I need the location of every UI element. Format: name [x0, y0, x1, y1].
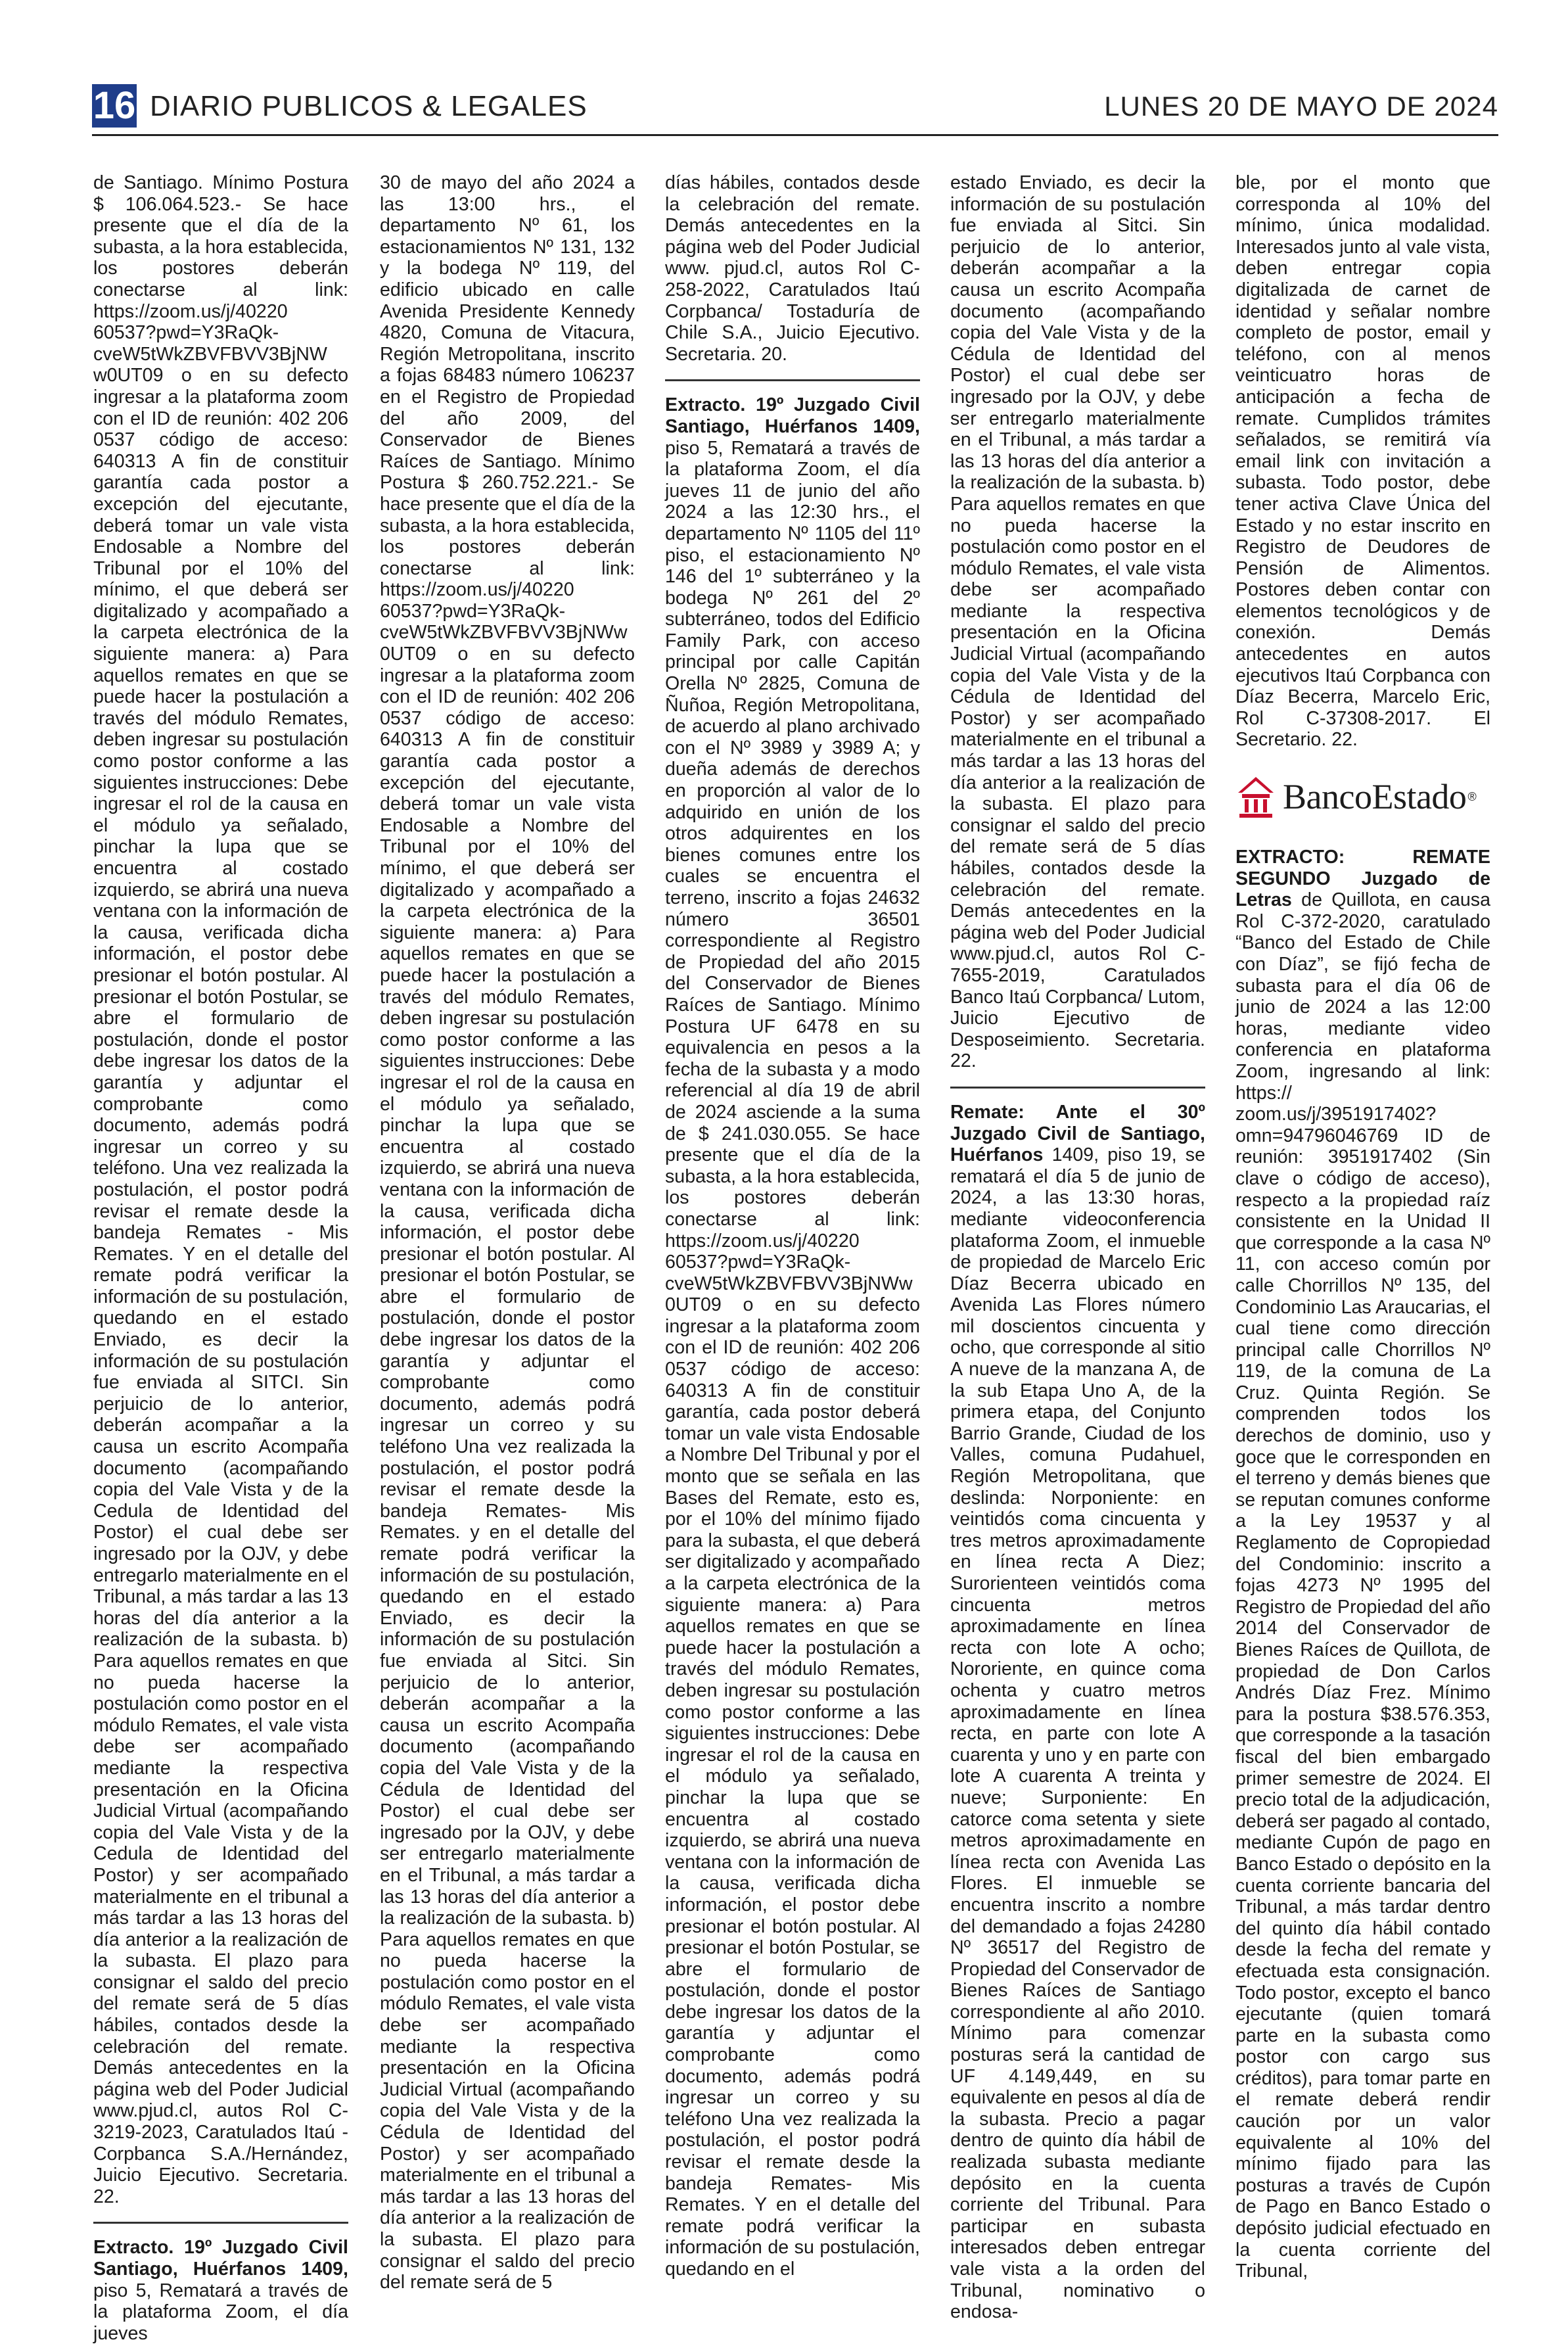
notice-body: de Quillota, en causa Rol C-372-2020, caratulado “Banco del Estado de Chile con Díaz”, se fijó fecha de subasta para el día 06 de junio de 2024 a las 12:00 horas, mediante video conferencia en plataforma Zoom, ingresando al link: https:// zoom.us/j/3951917402?omn=94796046769 ID de reunión: 3951917402 (Sin clave o código de acceso), respecto a la propiedad raíz consistente en la Unidad II que corresponde a la casa Nº 11, con acceso común por calle Chorrillos Nº 135, del Condominio Las Araucarias, el cual tiene como dirección principal calle Chorrillos Nº 119, de la comuna de La Cruz. Quinta Región. Se comprenden todos los derechos de dominio, uso y goce que le corresponden en el terreno y demás bienes que se reputan comunes conforme a la Ley 19537 y al Reglamento de Copropiedad del Condominio: inscrito a fojas 4273 Nº 1995 del Registro de Propiedad del año 2014 del Conservador de Bienes Raíces de Quillota, de propiedad de Don Carlos Andrés Díaz Frez. Mínimo para la postura $38.576.353, que corresponde a la tasación fiscal del bien embargado primer semestre de 2024. El precio total de la adjudicación, deberá ser pagado al contado, mediante Cupón de pago en Banco Estado o depósito en la cuenta corriente bancaria del Tribunal, a más tardar dentro del quinto día hábil contado desde la fecha del remate y efectuada esta consignación. Todo postor, excepto el banco ejecutante (quien tomará parte en la subasta como postor con cargo sus créditos), para tomar parte en el remate deberá rendir caución por un valor equivalente al 10% del mínimo fijado para las posturas a través de Cupón de Pago en Banco Estado o depósito judicial efectuado en la cuenta corriente del Tribunal, [1235, 889, 1490, 2282]
notice-body: piso 5, Rematará a través de la plataforma Zoom, el día jueves 11 de junio del año 2024 a las 12:30 hrs., el departamento Nº 1105 del 11º piso, el estacionamiento Nº 146 del 1º subterráneo y la bodega Nº 261 del 2º subterráneo, todos del Edificio Family Park, con acceso principal por calle Capitán Orella Nº 2825, Comuna de Ñuñoa, Región Metropolitana, de acuerdo al plano archivado con el Nº 3989 y 3989 A; y dueña además de derechos en proporción al valor de lo adquirido en unión de los otros adquirentes en los bienes comunes entre los cuales se encuentra el terreno, inscrito a fojas 24632 número 36501 correspondiente al Registro de Propiedad del año 2015 del Conservador de Bienes Raíces de Santiago. Mínimo Postura UF 6478 en su equivalencia en pesos a la fecha de la subasta y a modo referencial al día 19 de abril de 2024 asciende a la suma de $ 241.030.055. Se hace presente que el día de la subasta, a la hora establecida, los postores deberán conectarse al link: https://zoom.us/j/40220 60537?pwd=Y3RaQk-cveW5tWkZBVFBVV3BjNWw 0UT09 o en su defecto ingresar a la plataforma zoom con el ID de reunión: 402 206 0537 código de acceso: 640313 A fin de constituir garantía, cada postor deberá tomar un vale vista Endosable a Nombre Del Tribunal y por el monto que se señala en las Bases del Remate, esto es, por el 10% del mínimo fijado para la subasta, el que deberá ser digitalizado y acompañado a la carpeta electrónica de la siguiente manera: a) Para aquellos remates en que se puede hacer la postulación a través del módulo Remates, deben ingresar su postulación como postor conforme a las siguientes instrucciones: Debe ingresar el rol de la causa en el módulo ya señalado, pinchar la lupa que se encuentra al costado izquierdo, se abrirá una nueva ventana con la información de la causa, verificada dicha información, el postor debe presionar el botón postular. Al presionar el botón Postular, se abre el formulario de postulación, donde el postor debe ingresar los datos de la garantía y adjuntar el comprobante como documento, además podrá ingresar un correo y su teléfono Una vez realizada la postulación, el postor podrá revisar el remate desde la bandeja Remates- Mis Remates. Y en el detalle del remate podrá verificar la información de su postulación, quedando en el [665, 437, 920, 2280]
notice-text [1235, 847, 1490, 2282]
publication-date: LUNES 20 DE MAYO DE 2024 [1104, 91, 1498, 122]
notice-text [665, 394, 920, 2280]
header-divider [92, 134, 1498, 136]
notice-divider [93, 2222, 348, 2224]
page-number: 16 [93, 84, 136, 127]
logo-wordmark: BancoEstado [1283, 776, 1467, 816]
page-header [92, 84, 1498, 131]
notice-heading: Extracto. 19º Juzgado Civil Santiago, Huérfanos 1409, [665, 394, 920, 437]
column-3 [665, 172, 920, 2280]
notice-text: estado Enviado, es decir la información de su postulación fue enviada al Sitci. Sin perjuicio de lo anterior, deberán acompañar a la causa un escrito Acompaña documento (acompañando copia del Vale Vista y de la Cédula de Identidad del Postor) el cual debe ser ingresado por la OJV, y debe ser entregarlo materialmente en el Tribunal, a más tardar a las 13 horas del día anterior a la realización de la subasta. b) Para aquellos remates en que no pueda hacerse la postulación como postor en el módulo Remates, el vale vista debe ser acompañado mediante la respectiva presentación en la Oficina Judicial Virtual (acompañando copia del Vale Vista y de la Cédula de Identidad del Postor) y ser acompañado materialmente en el tribunal a más tardar a las 13 horas del día anterior a la realización de la subasta. El plazo para consignar el saldo del precio del remate será de 5 días hábiles, contados desde la celebración del remate. Demás antecedentes en la página web del Poder Judicial www.pjud.cl, autos Rol C-7655-2019, Caratulados Banco Itaú Corpbanca/ Lutom, Juicio Ejecutivo de Desposeimiento. Secretaria. 22. [950, 172, 1205, 1072]
column-2 [380, 172, 635, 2293]
notice-heading: EXTRACTO: REMATE SEGUNDO Juzgado de Letras [1235, 847, 1490, 911]
notice-text [93, 2237, 348, 2344]
notice-text [950, 1102, 1205, 2323]
notice-body: 1409, piso 19, se rematará el día 5 de junio de 2024, a las 13:30 horas, mediante videoconferencia plataforma Zoom, el inmueble de propiedad de Marcelo Eric Díaz Becerra ubicado en Avenida Las Flores número mil doscientos cincuenta y ocho, que corresponde al sitio A nueve de la manzana A, de la sub Etapa Uno A, de la primera etapa, del Conjunto Barrio Grande, Ciudad de los Valles, comuna Pudahuel, Región Metropolitana, que deslinda: Norponiente: en veintidós coma cincuenta y tres metros aproximadamente en línea recta A Diez; Surorienteen veintidós coma cincuenta metros aproximadamente en línea recta con lote A ocho; Nororiente, en quince coma ochenta y cuatro metros aproximadamente en línea recta, en parte con lote A cuarenta y uno y en parte con lote A cuarenta A treinta y nueve; Surponiente: En catorce coma setenta y siete metros aproximadamente en línea recta con Avenida Las Flores. El inmueble se encuentra inscrito a nombre del demandado a fojas 24280 Nº 36517 del Registro de Propiedad del Conservador de Bienes Raíces de Santiago correspondiente al año 2010. Mínimo para comenzar posturas será la cantidad de UF 4.149,449, en su equivalente en pesos al día de la subasta. Precio a pagar dentro de quinto día hábil de realizada subasta mediante depósito en la cuenta corriente del Tribunal. Para participar en subasta interesados deben entregar vale vista a la orden del Tribunal, nominativo o endosa- [950, 1144, 1205, 2323]
column-5 [1235, 172, 1490, 2282]
bancoestado-logo [1235, 764, 1490, 830]
bancoestado-mark-icon [1235, 773, 1276, 820]
notice-heading: Extracto. 19º Juzgado Civil Santiago, Huérfanos 1409, [93, 2237, 348, 2280]
notice-text: días hábiles, contados desde la celebración del remate. Demás antecedentes en la página web del Poder Judicial www. pjud.cl, autos Rol C-258-2022, Caratulados Itaú Corpbanca/ Tostaduría de Chile S.A., Juicio Ejecutivo. Secretaria. 20. [665, 172, 920, 365]
notice-heading: Remate: Ante el 30º Juzgado Civil de Santiago, Huérfanos [950, 1101, 1205, 1166]
publication-title: DIARIO PUBLICOS & LEGALES [150, 90, 588, 122]
notice-divider [950, 1087, 1205, 1089]
notice-divider [665, 379, 920, 381]
notice-text: de Santiago. Mínimo Postura $ 106.064.523.- Se hace presente que el día de la subasta, a la hora establecida, los postores deberán conectarse al link: https://zoom.us/j/40220 60537?pwd=Y3RaQk-cveW5tWkZBVFBVV3BjNW w0UT09 o en su defecto ingresar a la plataforma zoom con el ID de reunión: 402 206 0537 código de acceso: 640313 A fin de constituir garantía cada postor a excepción del ejecutante, deberá tomar un vale vista Endosable a Nombre del Tribunal por el 10% del mínimo, el que deberá ser digitalizado y acompañado a la carpeta electrónica de la siguiente manera: a) Para aquellos remates en que se puede hacer la postulación a través del módulo Remates, deben ingresar su postulación como postor conforme a las siguientes instrucciones: Debe ingresar el rol de la causa en el módulo ya señalado, pinchar la lupa que se encuentra al costado izquierdo, se abrirá una nueva ventana con la información de la causa, verificada dicha información, el postor debe presionar el botón postular. Al presionar el botón Postular, se abre el formulario de postulación, donde el postor debe ingresar los datos de la garantía y adjuntar el comprobante como documento, además podrá ingresar un correo y su teléfono. Una vez realizada la postulación, el postor podrá revisar el remate desde la bandeja Remates - Mis Remates. Y en el detalle del remate podrá verificar la información de su postulación, quedando en el estado Enviado, es decir la información de su postulación fue enviada al SITCI. Sin perjuicio de lo anterior, deberán acompañar a la causa un escrito Acompaña documento (acompañando copia del Vale Vista y de la Cedula de Identidad del Postor) el cual debe ser ingresado por la OJV, y debe entregarlo materialmente en el Tribunal, a más tardar a las 13 horas del día anterior a la realización de la subasta. b) Para aquellos remates en que no pueda hacerse la postulación como postor en el módulo Remates, el vale vista debe ser acompañado mediante la respectiva presentación en la Oficina Judicial Virtual (acompañando copia del Vale Vista y de la Cedula de Identidad del Postor) y ser acompañado materialmente en el tribunal a más tardar a las 13 horas del día anterior a la realización de la subasta. El plazo para consignar el saldo del precio del remate será de 5 días hábiles, contados desde la celebración del remate. Demás antecedentes en la página web del Poder Judicial www.pjud.cl, autos Rol C-3219-2023, Caratulados Itaú - Corpbanca S.A./Hernández, Juicio Ejecutivo. Secretaria. 22. [93, 172, 348, 2207]
notice-text: 30 de mayo del año 2024 a las 13:00 hrs., el departamento Nº 61, los estacionamientos Nº 131, 132 y la bodega Nº 119, del edificio ubicado en calle Avenida Presidente Kennedy 4820, Comuna de Vitacura, Región Metropolitana, inscrito a fojas 68483 número 106237 en el Registro de Propiedad del año 2009, del Conservador de Bienes Raíces de Santiago. Mínimo Postura $ 260.752.221.- Se hace presente que el día de la subasta, a la hora establecida, los postores deberán conectarse al link: https://zoom.us/j/40220 60537?pwd=Y3RaQk-cveW5tWkZBVFBVV3BjNWw 0UT09 o en su defecto ingresar a la plataforma zoom con el ID de reunión: 402 206 0537 código de acceso: 640313 A fin de constituir garantía cada postor a excepción del ejecutante, deberá tomar un vale vista Endosable a Nombre del Tribunal por el 10% del mínimo, el que deberá ser digitalizado y acompañado a la carpeta electrónica de la siguiente manera: a) Para aquellos remates en que se puede hacer la postulación a través del módulo Remates, deben ingresar su postulación como postor conforme a las siguientes instrucciones: Debe ingresar el rol de la causa en el módulo ya señalado, pinchar la lupa que se encuentra al costado izquierdo, se abrirá una nueva ventana con la información de la causa, verificada dicha información, el postor debe presionar el botón postular. Al presionar el botón Postular, se abre el formulario de postulación, donde el postor debe ingresar los datos de la garantía y adjuntar el comprobante como documento, además podrá ingresar un correo y su teléfono Una vez realizada la postulación, el postor podrá revisar el remate desde la bandeja Remates- Mis Remates. y en el detalle del remate podrá verificar la información de su postulación, quedando en el estado Enviado, es decir la información de su postulación fue enviada al Sitci. Sin perjuicio de lo anterior, deberán acompañar a la causa un escrito Acompaña documento (acompañando copia del Vale Vista y de la Cédula de Identidad del Postor) el cual debe ser ingresado por la OJV, y debe ser entregarlo materialmente en el Tribunal, a más tardar a las 13 horas del día anterior a la realización de la subasta. b) Para aquellos remates en que no pueda hacerse la postulación como postor en el módulo Remates, el vale vista debe ser acompañado mediante la respectiva presentación en la Oficina Judicial Virtual (acompañando copia del Vale Vista y de la Cédula de Identidad del Postor) y ser acompañado materialmente en el tribunal a más tardar a las 13 horas del día anterior a la realización de la subasta. El plazo para consignar el saldo del precio del remate será de 5 [380, 172, 635, 2293]
notice-body: piso 5, Rematará a través de la plataforma Zoom, el día jueves [93, 2280, 348, 2344]
column-4 [950, 172, 1205, 2323]
notice-text: ble, por el monto que corresponda al 10% del mínimo, única modalidad. Interesados junto al vale vista, deben entregar copia digitalizada de carnet de identidad y señalar nombre completo de postor, email y teléfono, con al menos veinticuatro horas de anticipación a fecha de remate. Cumplidos trámites señalados, se remitirá vía email link con invitación a subasta. Todo postor, debe tener activa Clave Única del Estado y no estar inscrito en Registro de Deudores de Pensión de Alimentos. Postores deben contar con elementos tecnológicos y de conexión. Demás antecedentes en autos ejecutivos Itaú Corpbanca con Díaz Becerra, Marcelo Eric, Rol C-37308-2017. El Secretario. 22. [1235, 172, 1490, 751]
logo-registered: ® [1467, 789, 1477, 803]
column-1 [93, 172, 348, 2344]
